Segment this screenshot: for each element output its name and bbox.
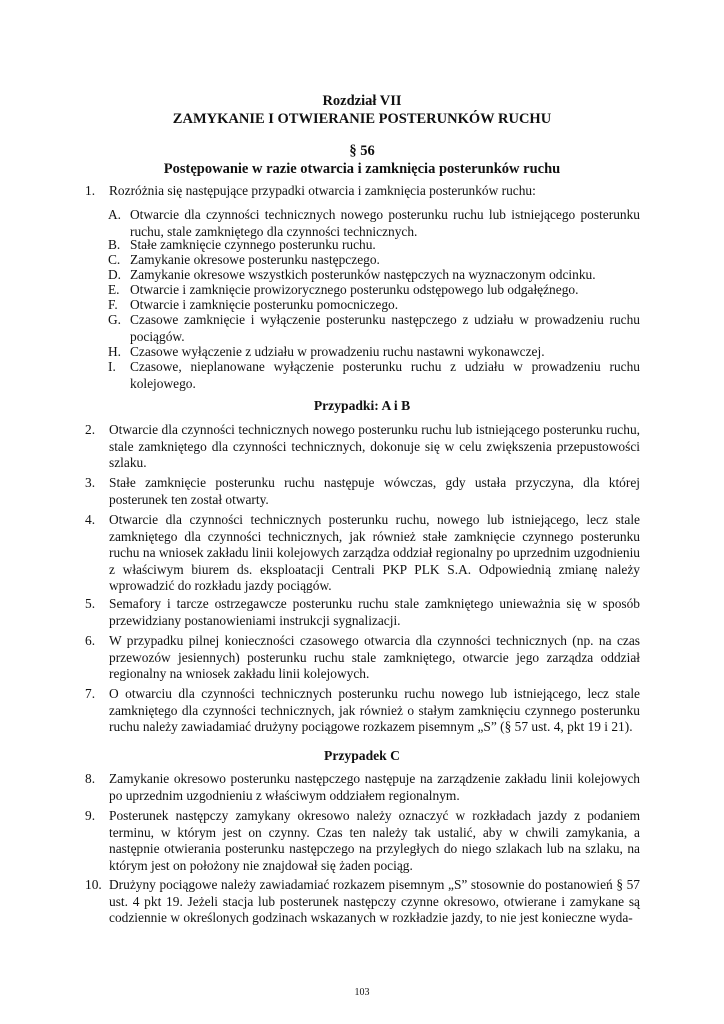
case-text: Otwarcie i zamknięcie posterunku pomocniczego. — [130, 297, 399, 312]
paragraph-6 — [85, 633, 640, 683]
paragraph-text: Otwarcie dla czynności technicznych nowego posterunku ruchu lub istniejącego posterunku ruchu, stale zamkniętego dla czynności technicznych, dokonuje się w celu zwiększenia przepustowości szlaku. — [109, 422, 640, 471]
chapter-number: Rozdział VII — [322, 93, 402, 109]
case-item-g — [108, 312, 640, 345]
paragraph-8 — [85, 771, 640, 804]
case-text: Czasowe zamknięcie i wyłączenie posterunku następczego z udziału w prowadzeniu ruchu pociągów. — [130, 312, 640, 344]
paragraph-text: Stałe zamknięcie posterunku ruchu następuje wówczas, gdy ustała przyczyna, dla której posterunek ten został otwarty. — [109, 475, 640, 507]
case-text: Otwarcie i zamknięcie prowizorycznego posterunku odstępowego lub odgałęźnego. — [130, 282, 579, 297]
case-letter: B. — [108, 237, 121, 252]
paragraph-text: Drużyny pociągowe należy zawiadamiać rozkazem pisemnym „S” stosownie do postanowień § 57 ust. 4 pkt 19. Jeżeli stacja lub posterunek następczy czynne okresowo, otwierane i zamykane są codziennie w określonych godzinach wskazanych w rozkładzie jazdy, to nie jest konieczne wyda- — [109, 877, 640, 926]
paragraph-number: 9. — [85, 808, 96, 823]
subheading-case-c: Przypadek C — [324, 748, 400, 763]
case-text: Stałe zamknięcie czynnego posterunku ruchu. — [130, 237, 376, 252]
paragraph-text: Zamykanie okresowo posterunku następczego następuje na zarządzenie zakładu linii kolejowych po uprzednim uzgodnieniu z właściwym oddziałem regionalnym. — [109, 771, 640, 803]
paragraph-text: Posterunek następczy zamykany okresowo należy oznaczyć w rozkładach jazdy z podaniem terminu, w którym jest on czynny. Czas ten należy tak ustalić, aby w chwili zamykania, a następnie otwierania posterunku następczego na przyległych do niego szlakach lub na szlaku, na którym jest on położony nie znajdował się żaden pociąg. — [109, 808, 640, 873]
paragraph-number: 4. — [85, 512, 96, 527]
section-title: Postępowanie w razie otwarcia i zamknięcia posterunków ruchu — [163, 161, 561, 177]
case-item-i — [108, 359, 640, 392]
paragraph-2 — [85, 422, 640, 472]
paragraph-number: 8. — [85, 771, 96, 786]
case-letter: D. — [108, 267, 122, 282]
page-number: 103 — [354, 987, 370, 998]
paragraph-1 — [85, 183, 640, 200]
case-letter: H. — [108, 344, 122, 359]
paragraph-number: 3. — [85, 475, 96, 490]
section-number: § 56 — [349, 143, 375, 159]
paragraph-number: 7. — [85, 686, 96, 701]
case-letter: F. — [108, 297, 118, 312]
paragraph-text: Semafory i tarcze ostrzegawcze posterunku ruchu stale zamkniętego unieważnia się w sposób przewidziany postanowieniami instrukcji sygnalizacji. — [109, 596, 640, 628]
paragraph-5 — [85, 596, 640, 629]
paragraph-text: Rozróżnia się następujące przypadki otwarcia i zamknięcia posterunków ruchu: — [109, 183, 536, 198]
paragraph-number: 10. — [85, 877, 102, 892]
paragraph-number: 6. — [85, 633, 96, 648]
paragraph-text: W przypadku pilnej konieczności czasowego otwarcia dla czynności technicznych (np. na czas przewozów jesiennych) posterunku ruchu stale zamkniętego, otwarcie jego zarządza oddział regionalny na wniosek zakładu linii kolejowych. — [109, 633, 640, 682]
case-letter: C. — [108, 252, 121, 267]
case-text: Otwarcie dla czynności technicznych nowego posterunku ruchu lub istniejącego posterunku ruchu, stale zamkniętego dla czynności technicznych. — [130, 207, 640, 239]
case-text: Czasowe, nieplanowane wyłączenie posterunku ruchu z udziału w prowadzeniu ruchu kolejowego. — [130, 359, 640, 391]
case-text: Zamykanie okresowe posterunku następczego. — [130, 252, 380, 267]
case-letter: I. — [108, 359, 116, 374]
paragraph-number: 1. — [85, 183, 96, 198]
paragraph-number: 2. — [85, 422, 96, 437]
chapter-title: ZAMYKANIE I OTWIERANIE POSTERUNKÓW RUCHU — [172, 111, 552, 127]
subheading-cases-ab: Przypadki: A i B — [313, 398, 411, 413]
case-letter: A. — [108, 207, 122, 222]
case-letter: G. — [108, 312, 122, 327]
paragraph-10 — [85, 877, 640, 927]
paragraph-4 — [85, 512, 640, 595]
case-item-a — [108, 207, 640, 240]
paragraph-9 — [85, 808, 640, 874]
paragraph-3 — [85, 475, 640, 508]
paragraph-number: 5. — [85, 596, 96, 611]
paragraph-text: Otwarcie dla czynności technicznych posterunku ruchu, nowego lub istniejącego, lecz stale zamkniętego dla czynności technicznych, jak również stałe zamknięcie czynnego posterunku ruchu na wniosek zakładu linii kolejowych zarządza oddział regionalny po uprzednim uzgodnieniu z właściwym biurem ds. eksploatacji Centrali PKP PLK S.A. Odpowiednią zmianę należy wprowadzić do rozkładu jazdy pociągów. — [109, 512, 640, 594]
case-text: Czasowe wyłączenie z udziału w prowadzeniu ruchu nastawni wykonawczej. — [130, 344, 545, 359]
case-text: Zamykanie okresowe wszystkich posterunków następczych na wyznaczonym odcinku. — [130, 267, 596, 282]
paragraph-7 — [85, 686, 640, 736]
case-letter: E. — [108, 282, 120, 297]
paragraph-text: O otwarciu dla czynności technicznych posterunku ruchu nowego lub istniejącego, lecz stale zamkniętego dla czynności technicznych, jak również o stałym zamknięciu czynnego posterunku ruchu należy zawiadamiać drużyny pociągowe rozkazem pisemnym „S” (§ 57 ust. 4, pkt 19 i 21). — [109, 686, 640, 735]
